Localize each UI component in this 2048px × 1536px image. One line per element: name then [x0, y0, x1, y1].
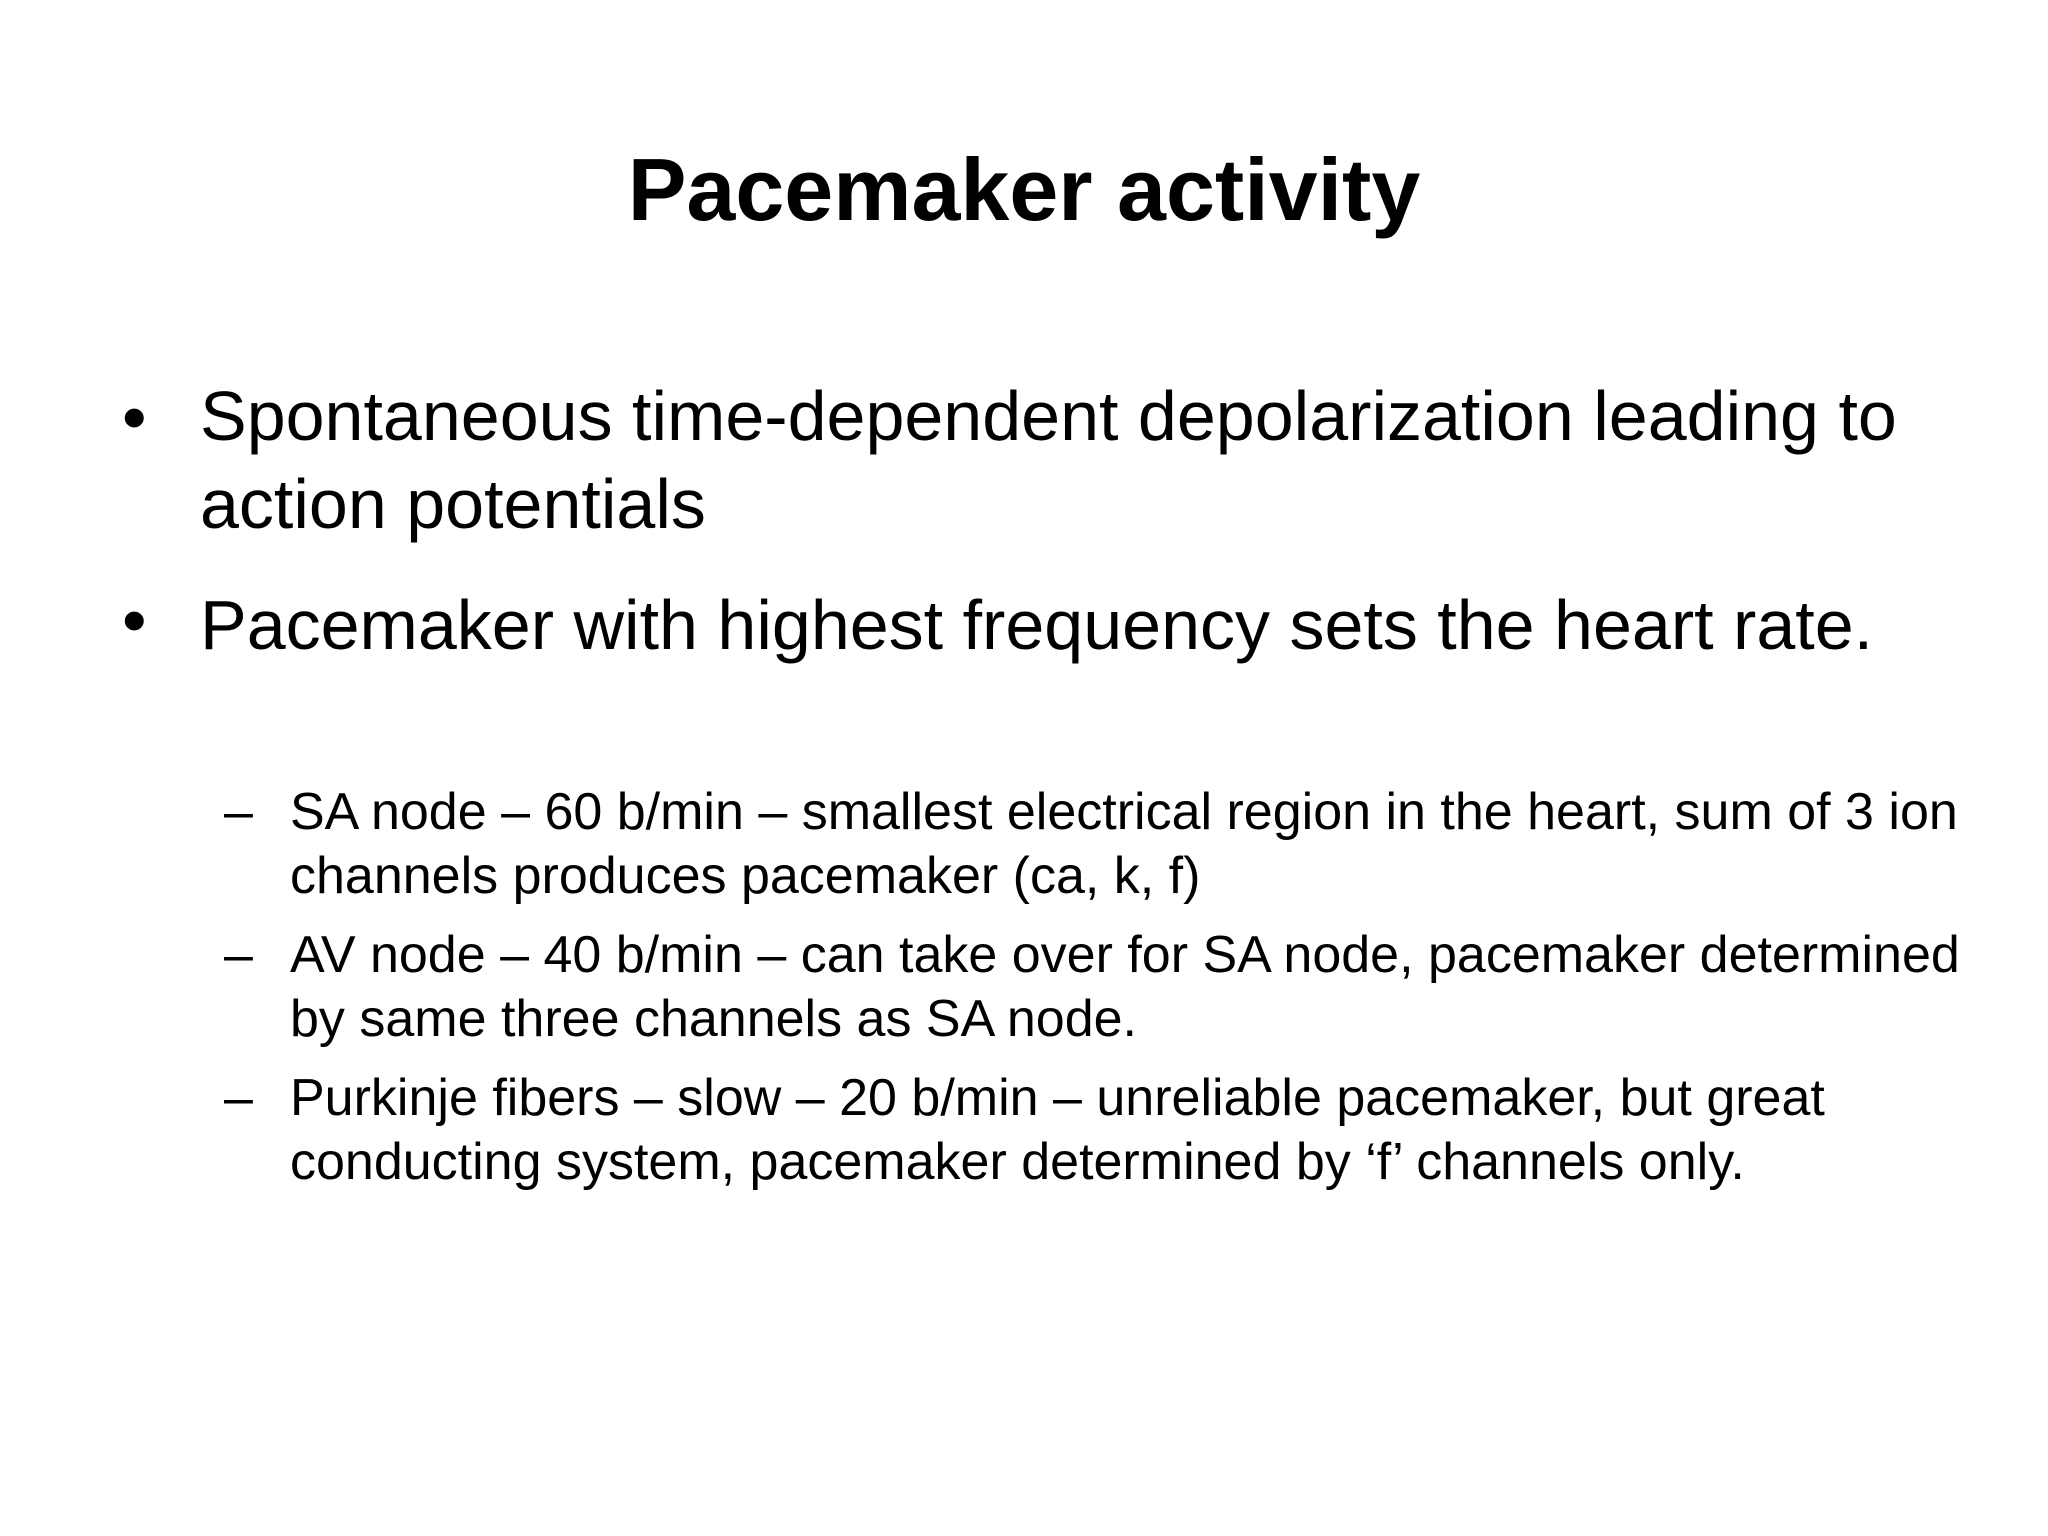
sub-bullet-marker: – — [224, 926, 253, 984]
slide-title: Pacemaker activity — [627, 140, 1421, 239]
sub-bullet-text: SA node – 60 b/min – smallest electrical region in the heart, sum of 3 ion channels produces pacemaker (ca, k, f) — [290, 783, 1958, 905]
bullet-text: Spontaneous time-dependent depolarization leading to action potentials — [200, 377, 1897, 543]
sub-bullet-text: AV node – 40 b/min – can take over for SA node, pacemaker determined by same three channels as SA node. — [290, 926, 1960, 1048]
sub-bullet-marker: – — [224, 783, 253, 841]
bullet-marker: • — [122, 581, 147, 659]
sub-bullet-marker: – — [224, 1069, 253, 1127]
bullet-marker: • — [122, 378, 147, 456]
bullet-text: Pacemaker with highest frequency sets the heart rate. — [200, 586, 1874, 664]
sub-bullet-text: Purkinje fibers – slow – 20 b/min – unreliable pacemaker, but great conducting system, pacemaker determined by ‘f’ channels only. — [290, 1069, 1825, 1191]
